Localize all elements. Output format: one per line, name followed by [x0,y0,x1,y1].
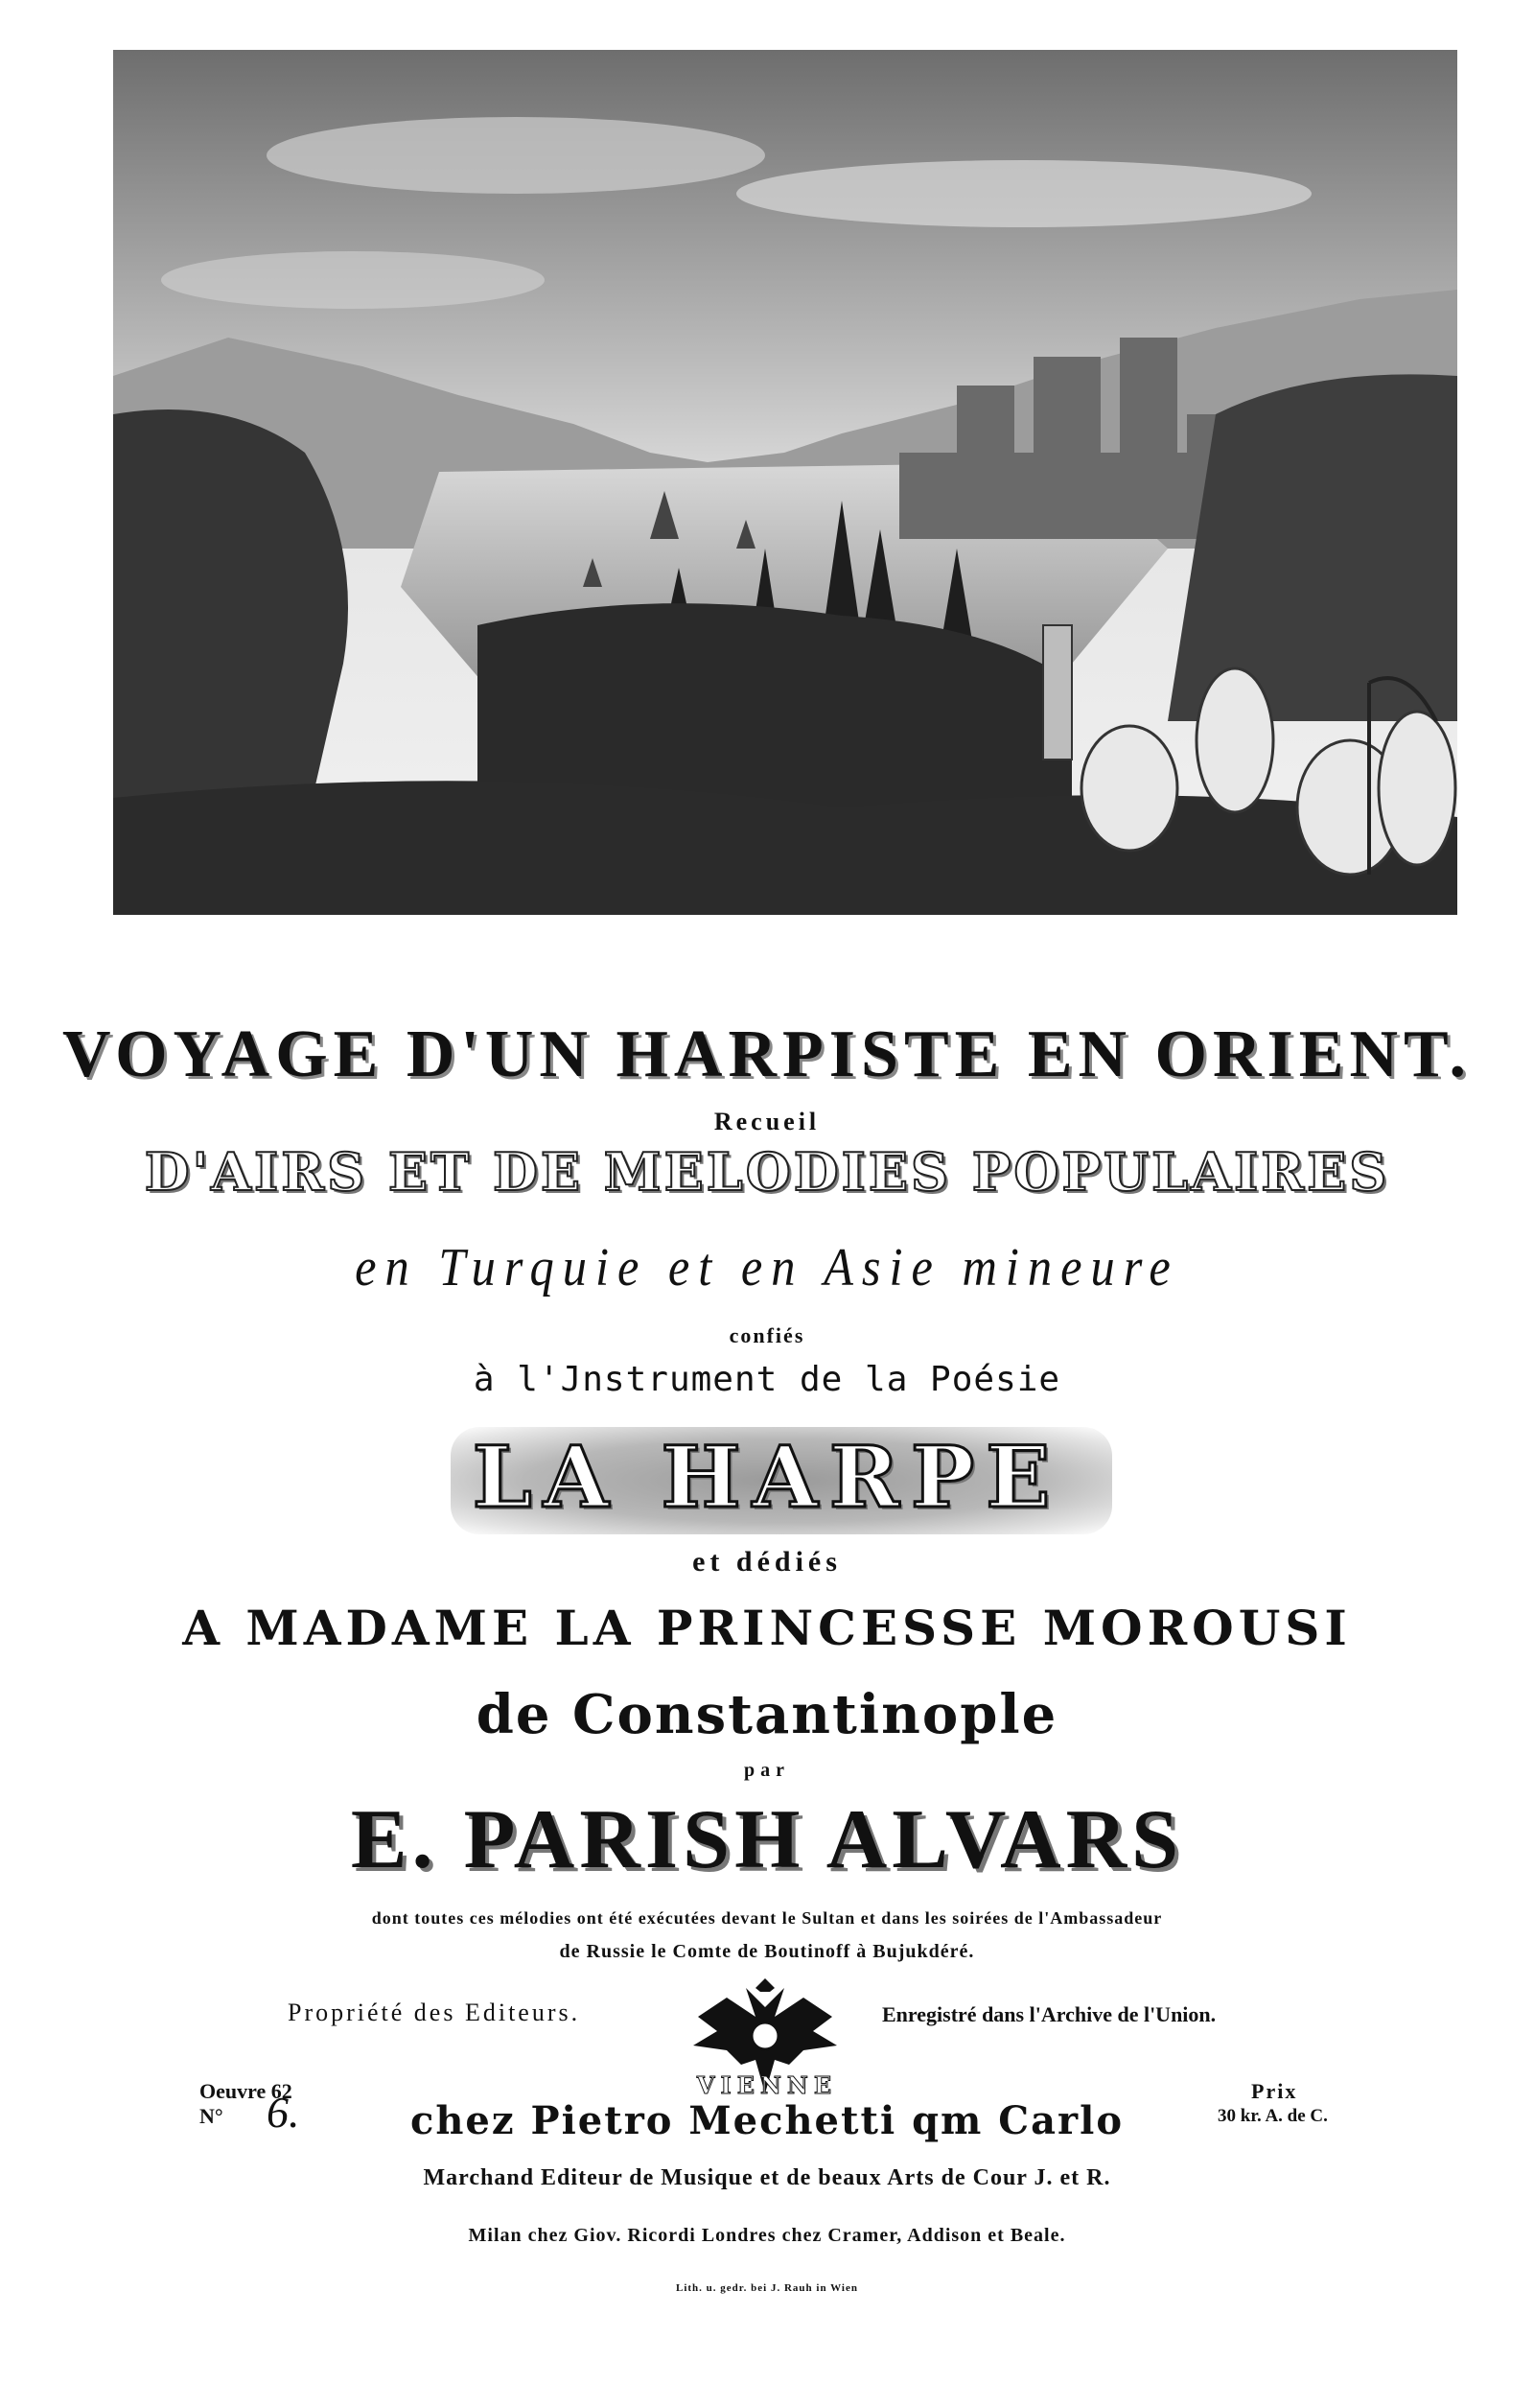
lith-line: Lith. u. gedr. bei J. Rauh in Wien [676,2282,858,2294]
prix-label: Prix [1251,2079,1298,2103]
numero-value: 6. [267,2088,300,2137]
publisher-line: chez Pietro Mechetti qm Carlo [409,2098,1124,2143]
princesse-heading: A MADAME LA PRINCESSE MOROUSI [182,1600,1352,1656]
numero-label: N° [199,2104,223,2128]
dedies-text: et dédiés [692,1546,842,1578]
marchand-line: Marchand Editeur de Musique et de beaux Arts de Cour J. et R. [423,2165,1111,2190]
composer-name: E. PARISH ALVARS [350,1793,1184,1886]
turquie-heading: en Turquie et en Asie mineure [355,1238,1179,1298]
airs-heading: D'AIRS ET DE MELODIES POPULAIRES [144,1141,1390,1203]
melodies-line1: dont toutes ces mélodies ont été exécutées devant le Sultan et dans les soirées de l'Ambassadeur [371,1908,1163,1928]
vienne-text: VIENNE [696,2071,838,2099]
main-title: VOYAGE D'UN HARPISTE EN ORIENT. [61,1017,1473,1091]
constantinople-heading: de Constantinople [476,1683,1058,1746]
prix-value: 30 kr. A. de C. [1218,2106,1328,2126]
melodies-line2: de Russie le Comte de Boutinoff à Bujukdéré. [559,1941,975,1962]
enregistre-text: Enregistré dans l'Archive de l'Union. [882,2002,1217,2026]
par-text: par [744,1760,790,1781]
recueil-text: Recueil [713,1108,821,1135]
harpe-heading: LA HARPE [472,1427,1062,1527]
distributors-line: Milan chez Giov. Ricordi Londres chez Cramer, Addison et Beale. [468,2225,1066,2246]
instrument-text: à l'Jnstrument de la Poésie [473,1360,1061,1399]
propriete-text: Propriété des Editeurs. [288,1999,581,2026]
landscape-engraving [113,50,1457,915]
oeuvre-label: Oeuvre 62 [199,2079,292,2103]
confies-text: confiés [729,1323,805,1347]
